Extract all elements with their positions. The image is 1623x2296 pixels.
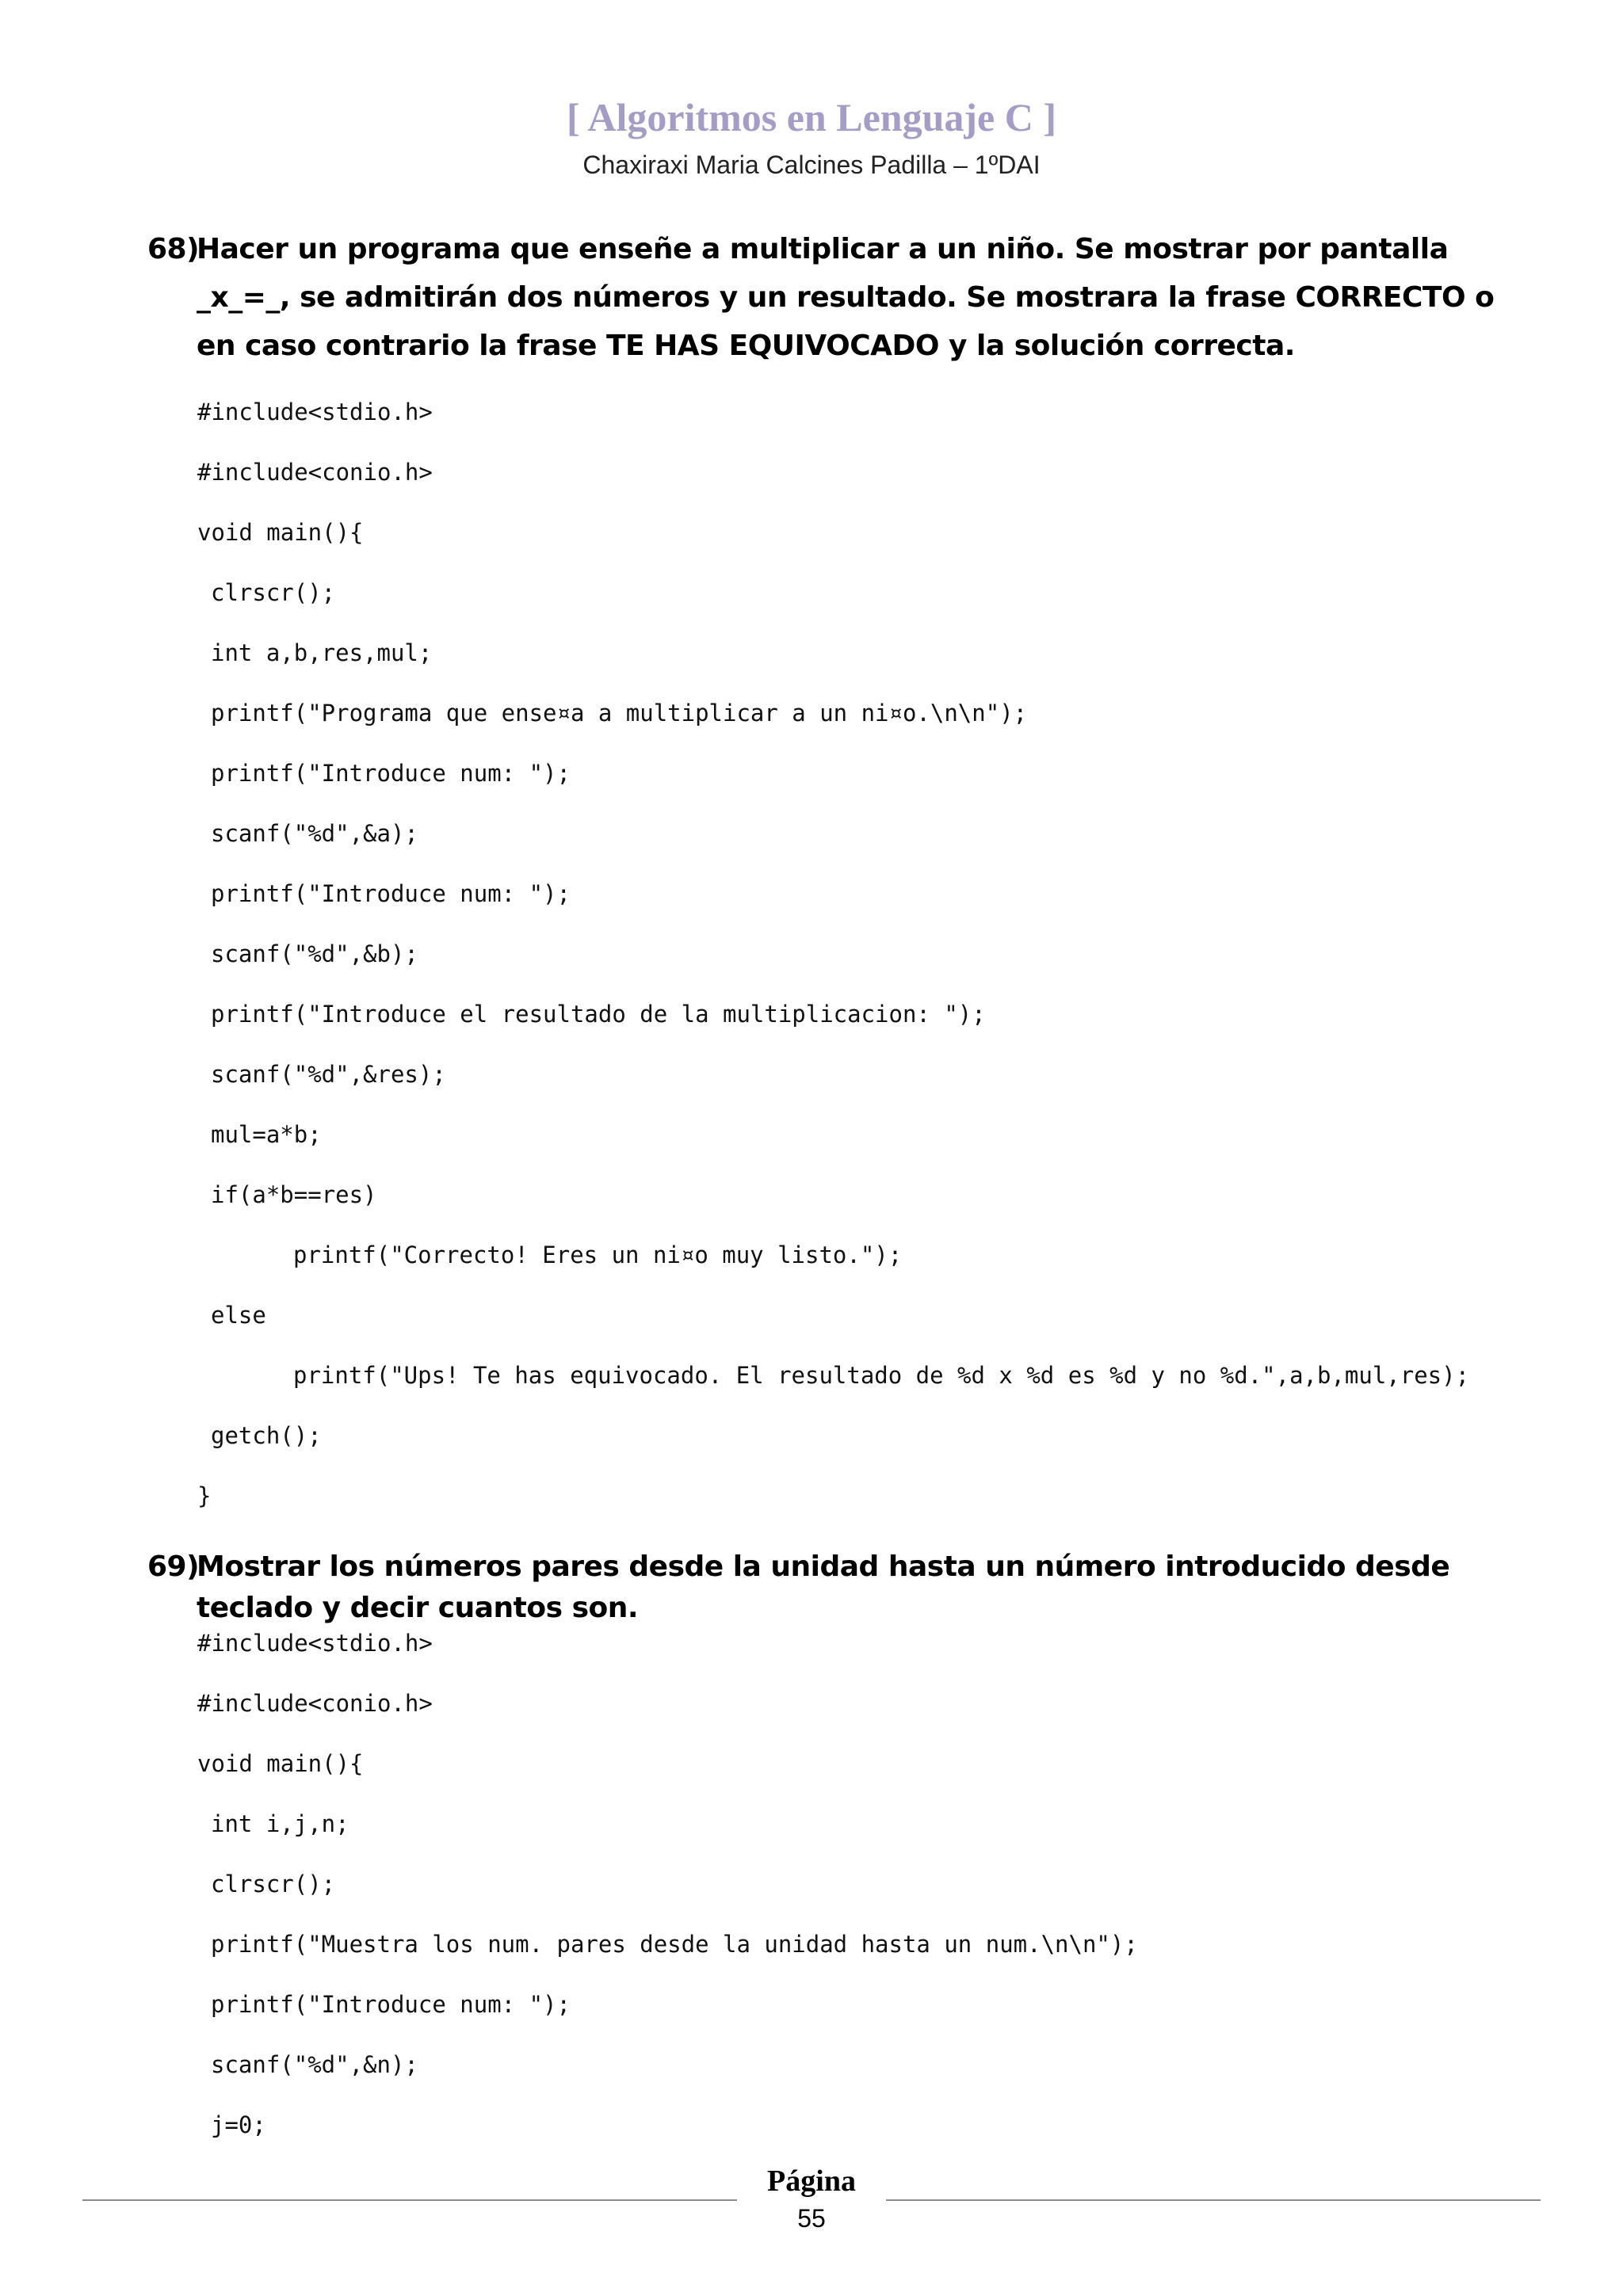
code-line: printf("Introduce el resultado de la multiplicacion: "); (211, 1001, 986, 1028)
code-line: } (197, 1482, 212, 1509)
code-line: #include<conio.h> (197, 1690, 433, 1717)
page-header (0, 93, 1623, 181)
code-line: printf("Programa que ense¤a a multiplicar a un ni¤o.\n\n"); (211, 700, 1028, 727)
footer-page-number: 55 (797, 2204, 826, 2233)
code-line: void main(){ (197, 1750, 364, 1777)
problem-text: Mostrar los números pares desde la unidad hasta un número introducido desde teclado y decir cuantos son. (197, 1550, 1450, 1624)
code-line: void main(){ (197, 519, 364, 546)
code-line: int a,b,res,mul; (211, 639, 433, 666)
code-line: scanf("%d",&res); (211, 1061, 446, 1088)
code-line: scanf("%d",&n); (211, 2051, 418, 2078)
code-line: printf("Muestra los num. pares desde la unidad hasta un num.\n\n"); (211, 1931, 1138, 1958)
code-line: if(a*b==res) (211, 1181, 377, 1208)
code-line: int i,j,n; (211, 1810, 349, 1837)
code-line: printf("Introduce num: "); (211, 1991, 571, 2018)
problem-text: Hacer un programa que enseñe a multiplicar a un niño. Se mostrar por pantalla _x_=_, se admitirán dos números y un resultado. Se mostrara la frase CORRECTO o en caso contrario la frase TE HAS EQUIVOCADO y la solución correcta. (197, 233, 1495, 362)
code-line: #include<stdio.h> (197, 1630, 433, 1657)
problem-69-statement (147, 1547, 1495, 1629)
code-line: clrscr(); (211, 1871, 336, 1897)
problem-number: 69) (147, 1550, 200, 1583)
code-line: scanf("%d",&b); (211, 940, 418, 967)
code-line: printf("Ups! Te has equivocado. El resultado de %d x %d es %d y no %d.",a,b,mul,res); (293, 1362, 1470, 1389)
author-line: Chaxiraxi Maria Calcines Padilla – 1ºDAI (582, 151, 1041, 179)
document-title: [ Algoritmos en Lenguaje C ] (567, 95, 1056, 139)
problem-69-code (197, 1627, 1138, 2141)
code-line: clrscr(); (211, 579, 336, 606)
code-line: printf("Introduce num: "); (211, 880, 571, 907)
problem-number: 68) (147, 233, 200, 265)
code-line: mul=a*b; (211, 1121, 322, 1148)
problem-68-code (197, 396, 1469, 1512)
code-line: printf("Correcto! Eres un ni¤o muy listo."); (293, 1241, 903, 1268)
code-line: #include<conio.h> (197, 459, 433, 486)
code-line: else (211, 1302, 266, 1329)
code-line: j=0; (211, 2111, 266, 2138)
footer-divider-right (886, 2199, 1541, 2201)
code-line: printf("Introduce num: "); (211, 760, 571, 787)
code-line: scanf("%d",&a); (211, 820, 418, 847)
code-line: #include<stdio.h> (197, 399, 433, 425)
footer-divider-left (82, 2199, 737, 2201)
footer-page-label: Página (767, 2164, 856, 2198)
code-line: getch(); (211, 1422, 322, 1449)
problem-68-statement (147, 225, 1495, 370)
